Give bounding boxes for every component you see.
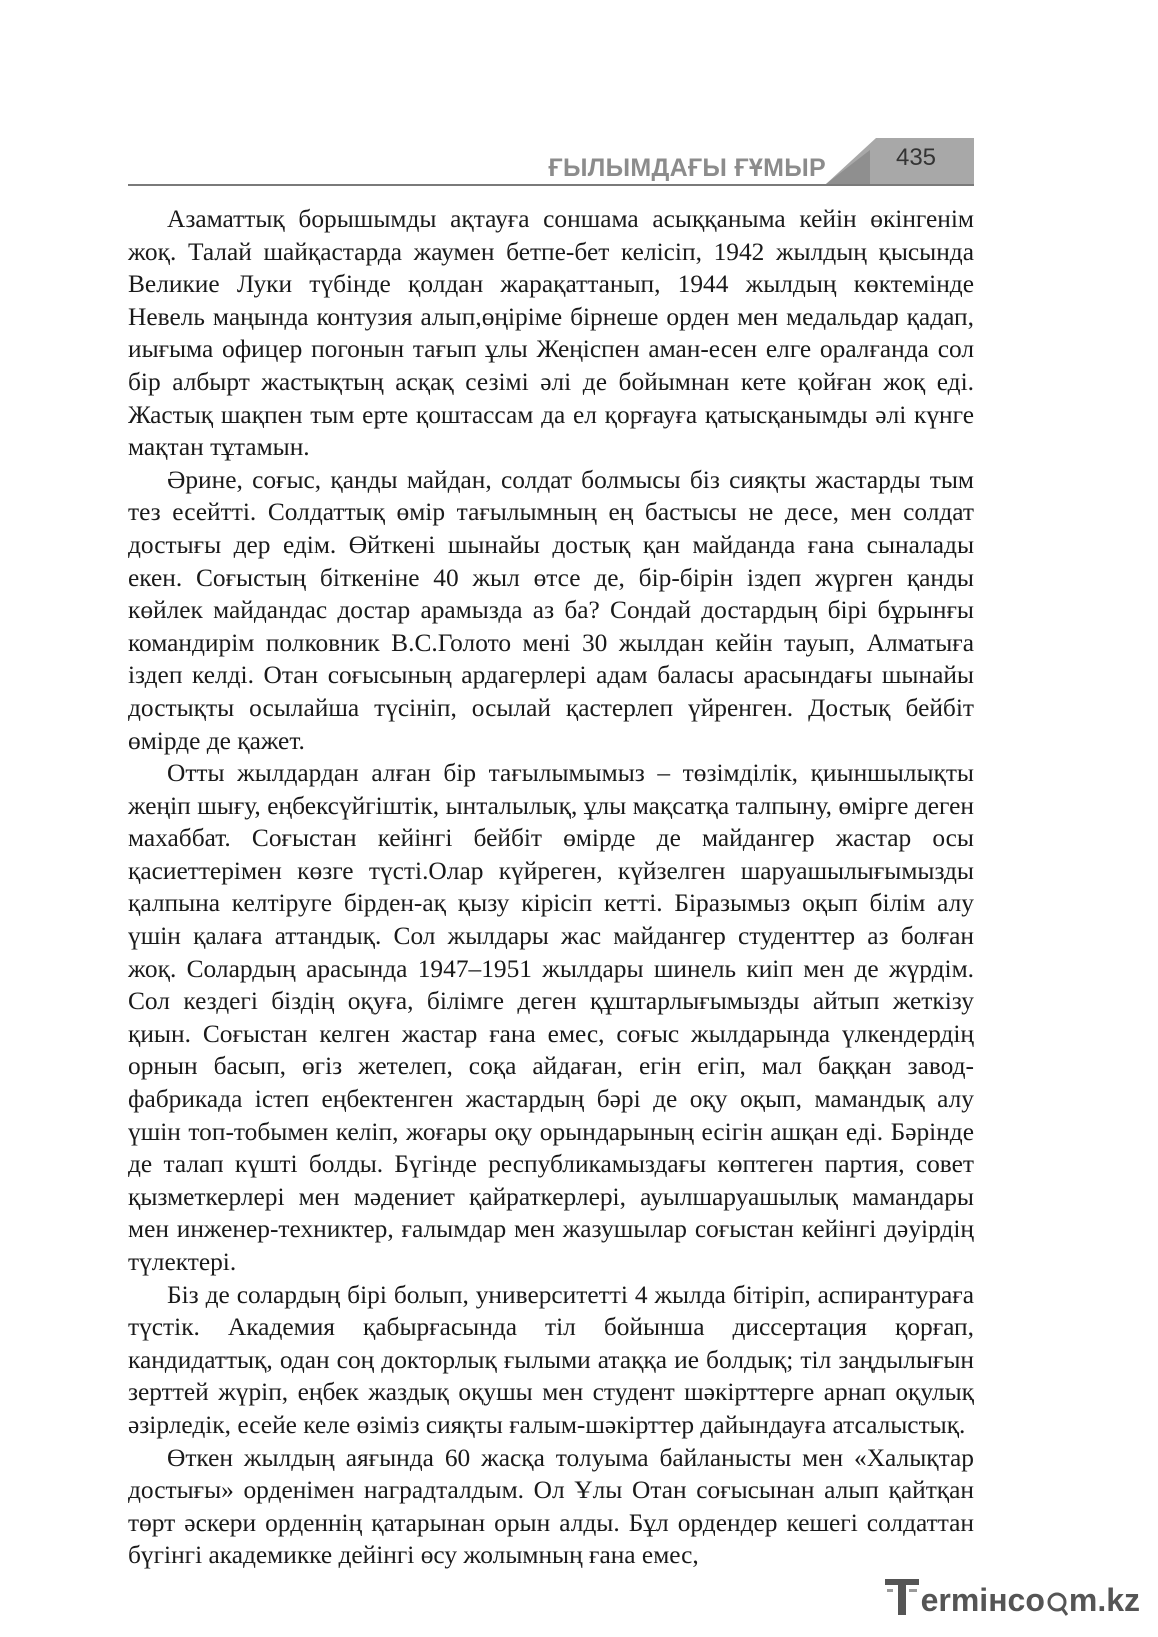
watermark-suffix: m.kz — [1068, 1582, 1140, 1618]
paragraph: Азаматтық борышымды ақтауға соншама асыққаныма кейін өкінгенім жоқ. Талай шайқастарда жаумен бетпе-бет келісіп, 1942 жылдың қысында Великие Луки түбінде қолдан жарақаттанып, 1944 жылдың көктемінде Невель маңында контузия алып,өңіріме бірнеше орден мен медальдар қадап, иығыма офицер погонын тағып ұлы Жеңіспен аман-есен елге оралғанда сол бір албырт жастықтың асқақ сезімі әлі де бойымнан кете қойған жоқ еді. Жастық шақпен тым ерте қоштассам да ел қорғауға қатысқанымды әлі күнге мақтан тұтамын. — [128, 205, 974, 462]
t-logo-icon — [885, 1575, 921, 1619]
running-title: ҒЫЛЫМДАҒЫ ҒҰМЫР — [548, 154, 826, 182]
paragraph: Біз де солардың бірі болып, университетті 4 жылда бітіріп, аспирантураға түстік. Академия қабырғасында тіл бойынша диссертация қорғап, кандидаттық, одан соң докторлық ғылыми атаққа ие болдық; тіл заңдылығын зерттей жүріп, еңбек жаздық оқушы мен студент шәкірттерге арнап оқулық әзірледік, есейе келе өзіміз сияқты ғалым-шәкірттер дайындауға атсалыстық. — [128, 1280, 974, 1439]
paragraph: Әрине, соғыс, қанды майдан, солдат болмысы біз сияқты жастарды тым тез есейтті. Солдаттық өмір тағылымның ең бастысы не десе, мен солдат достығы дер едім. Өйткені шынайы достық қан майданда ғана сыналады екен. Соғыстың біткеніне 40 жыл өтсе де, бір-бірін іздеп жүрген қанды көйлек майдандас достар арамызда аз ба? Сондай достардың бірі бұрынғы командирім полковник В.С.Голото мені 30 жылдан кейін тауып, Алматыға іздеп келді. Отан соғысының ардагерлері адам баласы арасындағы шынайы достықты осылайша түсініп, осылай қастерлеп үйренген. Достық бейбіт өмірде де қажет. — [128, 465, 974, 755]
watermark-prefix: ermінco — [920, 1582, 1045, 1618]
header-rule — [128, 184, 974, 186]
page-header — [128, 138, 974, 186]
search-lens-icon — [1046, 1587, 1068, 1617]
body-text — [128, 203, 974, 1572]
page-number: 435 — [895, 144, 937, 171]
paragraph: Өткен жылдың аяғында 60 жасқа толуыма байланысты мен «Халықтар достығы» орденімен наградталдым. Ол Ұлы Отан соғысынан алып қайтқан төрт әскери орденнің қатарынан орын алды. Бұл ордендер кешегі солдаттан бүгінгі академикке дейінгі өсу жолымның ғана емес, — [128, 1443, 974, 1570]
watermark — [885, 1573, 1140, 1619]
paragraph: Отты жылдардан алған бір тағылымымыз – төзімділік, қиыншылықты жеңіп шығу, еңбексүйгіштік, ынталылық, ұлы мақсатқа талпыну, өмірге деген махаббат. Соғыстан кейінгі бейбіт өмірде де майдангер жастар осы қасиеттерімен көзге түсті.Олар күйреген, күйзелген шаруашылығымызды қалпына келтіруге бірден-ақ қызу кірісіп кетті. Біразымыз оқып білім алу үшін қалаға аттандық. Сол жылдары жас майдангер студенттер аз болған жоқ. Солардың арасында 1947–1951 жылдары шинель киіп мен де жүрдім. Сол кездегі біздің оқуға, білімге деген құштарлығымызды айтып жеткізу қиын. Соғыстан келген жастар ғана емес, соғыс жылдарында үлкендердің орнын басып, өгіз жетелеп, соқа айдаған, егін егіп, мал баққан завод-фабрикада істеп еңбектенген жастардың бәрі де оқу оқып, мамандық алу үшін топ-тобымен келіп, жоғары оқу орындарының есігін ашқан еді. Бәрінде де талап күшті болды. Бүгінде республикамыздағы көптеген партия, совет қызметкерлері мен мәдениет қайраткерлері, ауылшаруашылық мамандары мен инженер-техниктер, ғалымдар мен жазушылар соғыстан кейінгі дәуірдің түлектері. — [128, 759, 974, 1276]
